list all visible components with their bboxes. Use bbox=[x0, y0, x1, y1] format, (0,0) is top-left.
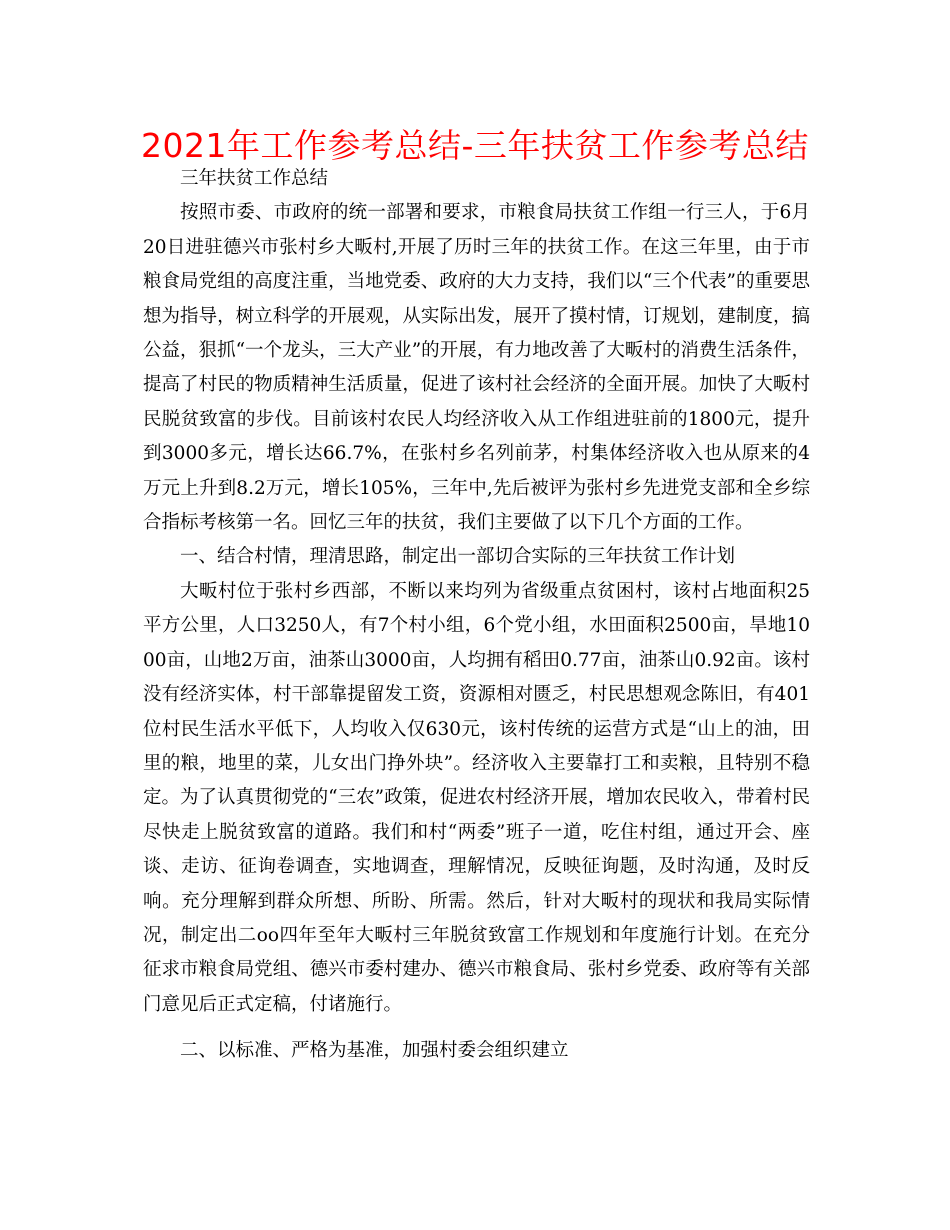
paragraph-section-1: 大畈村位于张村乡西部，不断以来均列为省级重点贫困村，该村占地面积25平方公里，人口3250人，有7个村小组，6个党小组，水田面积2500亩，旱地1000亩，山地2万亩，油茶山3000亩，人均拥有稻田0.77亩，油茶山0.92亩。该村没有经济实体，村干部靠提留发工资，资源相对匮乏，村民思想观念陈旧，有401位村民生活水平低下，人均收入仅630元，该村传统的运营方式是“山上的油，田里的粮，地里的菜，儿女出门挣外块”。经济收入主要靠打工和卖粮，且特别不稳定。为了认真贯彻党的“三农”政策，促进农村经济开展，增加农民收入，带着村民尽快走上脱贫致富的道路。我们和村“两委”班子一道，吃住村组，通过开会、座谈、走访、征询卷调查，实地调查，理解情况，反映征询题，及时沟通，及时反响。充分理解到群众所想、所盼、所需。然后，针对大畈村的现状和我局实际情况，制定出二oo四年至年大畈村三年脱贫致富工作规划和年度施行计划。在充分征求市粮食局党组、德兴市委村建办、德兴市粮食局、张村乡党委、政府等有关部门意见后正式定稿，付诸施行。 bbox=[143, 580, 810, 1015]
document-body bbox=[143, 162, 810, 1069]
document-title: 2021年工作参考总结-三年扶贫工作参考总结 bbox=[141, 126, 809, 165]
section-heading-2: 二、以标准、严格为基准，加强村委会组织建立 bbox=[180, 1040, 569, 1062]
paragraph-intro: 按照市委、市政府的统一部署和要求，市粮食局扶贫工作组一行三人，于6月20日进驻德兴市张村乡大畈村,开展了历时三年的扶贫工作。在这三年里，由于市粮食局党组的高度注重，当地党委、政府的大力支持，我们以“三个代表”的重要思想为指导，树立科学的开展观，从实际出发，展开了摸村情，订规划，建制度，搞公益，狠抓“一个龙头，三大产业”的开展，有力地改善了大畈村的消费生活条件，提高了村民的物质精神生活质量，促进了该村社会经济的全面开展。加快了大畈村民脱贫致富的步伐。目前该村农民人均经济收入从工作组进驻前的1800元，提升到3000多元，增长达66.7%，在张村乡名列前茅，村集体经济收入也从原来的4万元上升到8.2万元，增长105%，三年中,先后被评为张村乡先进党支部和全乡综合指标考核第一名。回忆三年的扶贫，我们主要做了以下几个方面的工作。 bbox=[143, 202, 810, 534]
paragraph-subtitle: 三年扶贫工作总结 bbox=[180, 168, 329, 189]
section-heading-1: 一、结合村情，理清思路，制定出一部切合实际的三年扶贫工作计划 bbox=[180, 546, 736, 568]
